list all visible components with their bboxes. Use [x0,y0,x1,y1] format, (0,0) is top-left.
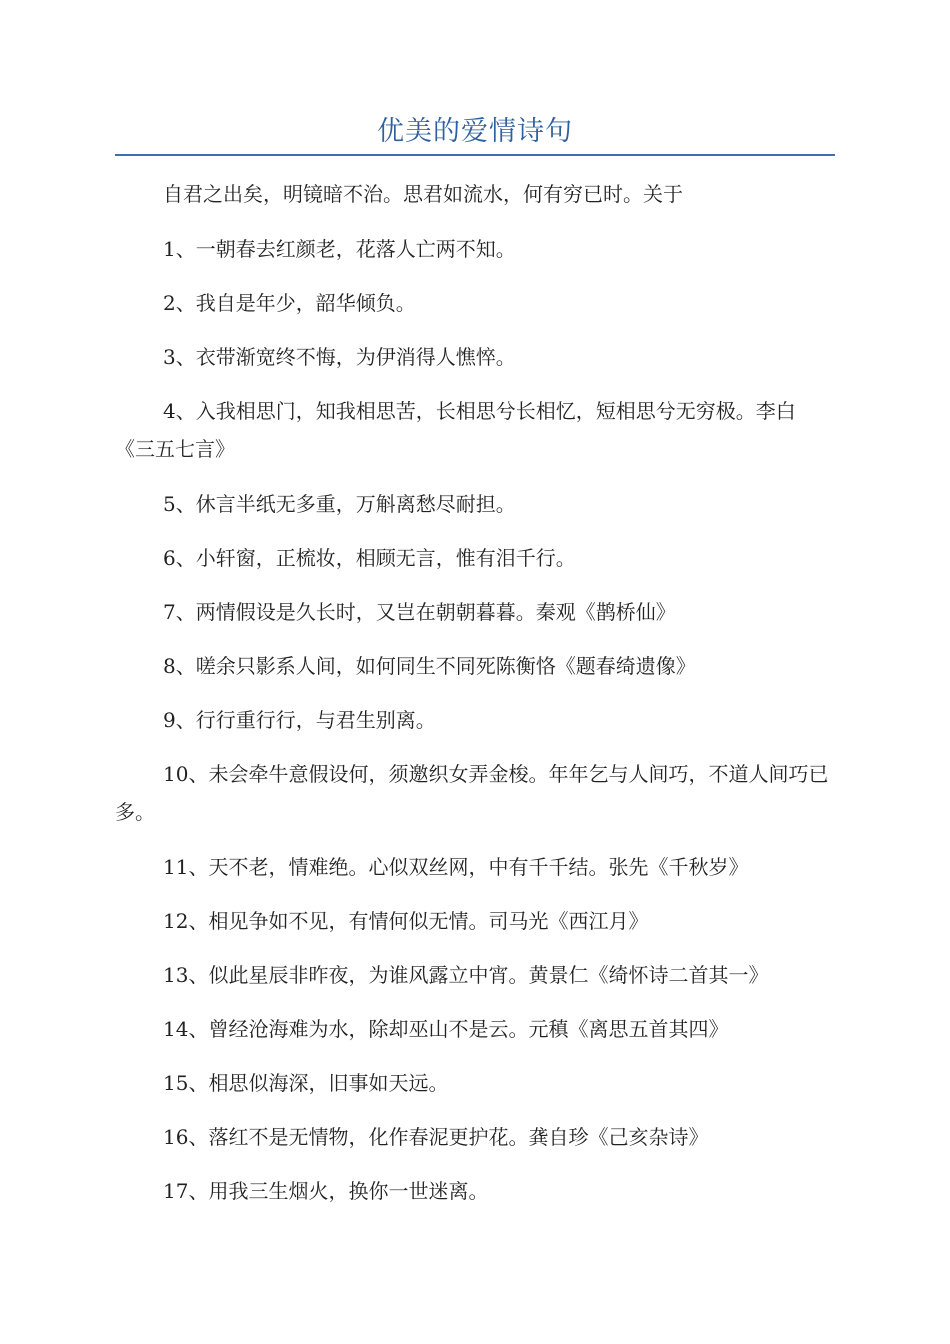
poem-line-8: 8、嗟余只影系人间，如何同生不同死陈衡恪《题春绮遗像》 [163,654,696,678]
title-underline [115,154,835,156]
poem-line-13: 13、似此星辰非昨夜，为谁风露立中宵。黄景仁《绮怀诗二首其一》 [163,963,769,987]
poem-line-14: 14、曾经沧海难为水，除却巫山不是云。元稹《离思五首其四》 [163,1017,729,1041]
poem-line-17: 17、用我三生烟火，换你一世迷离。 [163,1179,489,1203]
poem-line-2: 2、我自是年少，韶华倾负。 [163,291,416,315]
poem-line-9: 9、行行重行行，与君生别离。 [163,708,436,732]
poem-line-11: 11、天不老，情难绝。心似双丝网，中有千千结。张先《千秋岁》 [163,855,749,879]
poem-line-6: 6、小轩窗，正梳妆，相顾无言，惟有泪千行。 [163,546,576,570]
poem-line-7: 7、两情假设是久长时，又岂在朝朝暮暮。秦观《鹊桥仙》 [163,600,676,624]
poem-line-5: 5、休言半纸无多重，万斛离愁尽耐担。 [163,492,516,516]
intro-paragraph: 自君之出矣，明镜暗不治。思君如流水，何有穷已时。关于 [163,182,683,206]
poem-line-16: 16、落红不是无情物，化作春泥更护花。龚自珍《己亥杂诗》 [163,1125,709,1149]
page-title: 优美的爱情诗句 [377,116,573,147]
poem-line-3: 3、衣带渐宽终不悔，为伊消得人憔悴。 [163,345,516,369]
poem-line-15: 15、相思似海深，旧事如天远。 [163,1071,449,1095]
poem-line-1: 1、一朝春去红颜老，花落人亡两不知。 [163,237,516,261]
poem-line-12: 12、相见争如不见，有情何似无情。司马光《西江月》 [163,909,649,933]
poem-line-4: 4、入我相思门，知我相思苦，长相思兮长相忆，短相思兮无穷极。李白《三五七言》 [115,399,796,461]
poem-line-10: 10、未会牵牛意假设何，须邀织女弄金梭。年年乞与人间巧，不道人间巧已多。 [115,762,829,824]
